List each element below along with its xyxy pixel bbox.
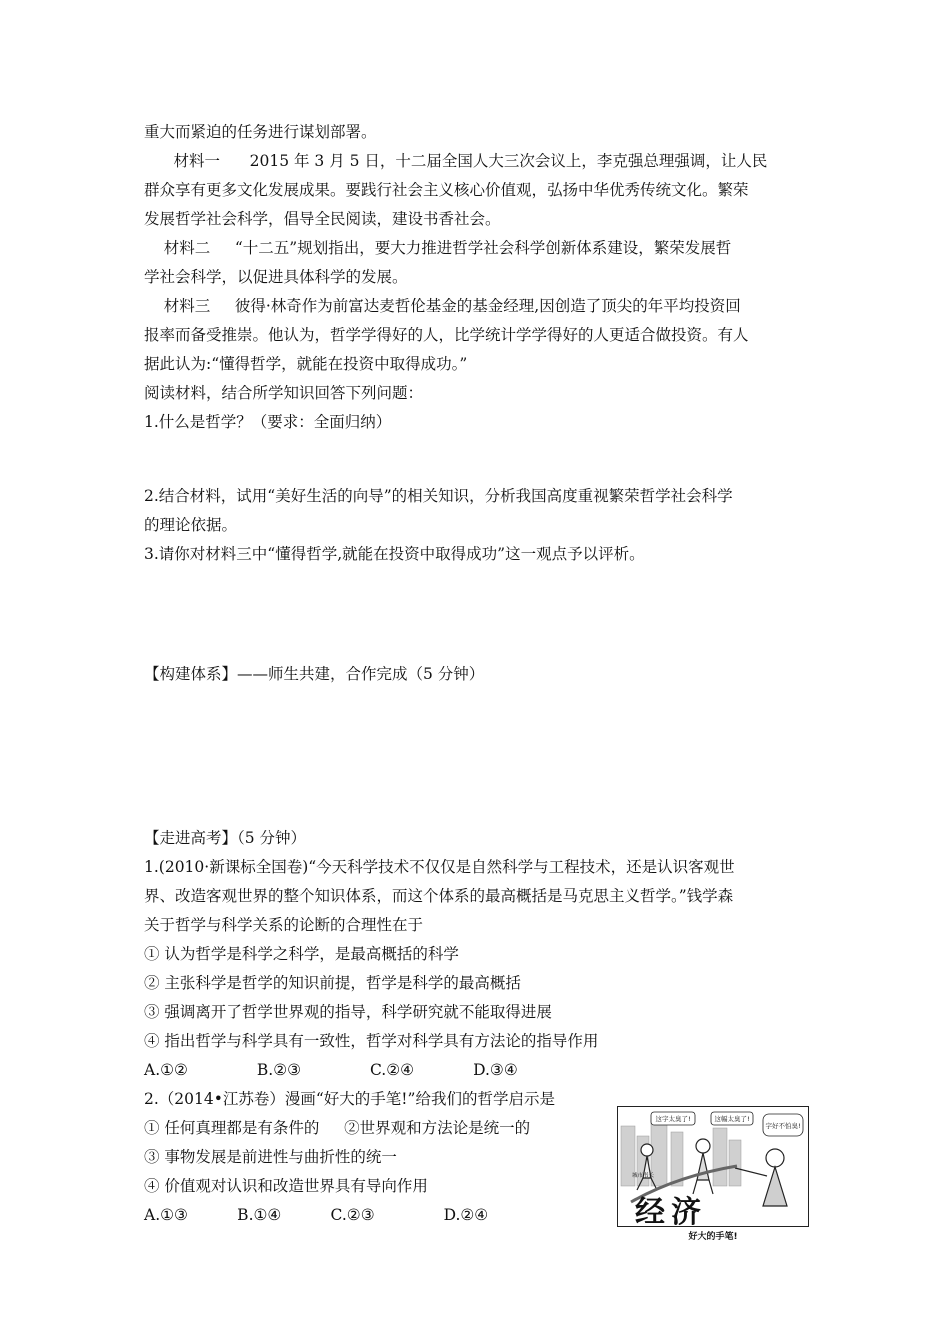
cartoon-image [617, 1106, 809, 1244]
option-line: ④ 指出哲学与科学具有一致性，哲学对科学具有方法论的指导作用 [144, 1032, 599, 1050]
option-line: ② 主张科学是哲学的知识前提，哲学是科学的最高概括 [144, 974, 521, 992]
text-line: 的理论依据。 [144, 516, 238, 534]
text-line: 重大而紧迫的任务进行谋划部署。 [144, 123, 377, 141]
bubble-text: 字好不怕臭! [765, 1122, 801, 1130]
cartoon-caption: 好大的手笔! [688, 1232, 738, 1242]
question-2: 2.结合材料，试用“美好生活的向导”的相关知识，分析我国高度重视繁荣哲学社会科学 [144, 487, 733, 505]
bubble-text: 这幅太臭了! [714, 1115, 750, 1123]
option-line: ③ 强调离开了哲学世界观的指导，科学研究就不能取得进展 [144, 1003, 552, 1021]
option-line: ① 任何真理都是有条件的 ②世界观和方法论是统一的 [144, 1119, 531, 1137]
exam-question-2: 2.（2014•江苏卷）漫画“好大的手笔!”给我们的哲学启示是 [144, 1090, 555, 1108]
option-line: ① 认为哲学是科学之科学，是最高概括的科学 [144, 945, 459, 963]
text-line: 界、改造客观世界的整个知识体系，而这个体系的最高概括是马克思主义哲学。”钱学森 [144, 887, 734, 905]
text-line: 材料一 2015 年 3 月 5 日，十二届全国人大三次会议上，李克强总理强调，让人民 [144, 152, 768, 170]
answer-choices: A.①② B.②③ C.②④ D.③④ [144, 1061, 518, 1079]
option-line: ③ 事物发展是前进性与曲折性的统一 [144, 1148, 397, 1166]
text-line: 材料三 彼得·林奇作为前富达麦哲伦基金的基金经理,因创造了顶尖的年平均投资回 [144, 297, 741, 315]
calligraphy-text: 经济 [635, 1195, 707, 1230]
text-line: 据此认为:“懂得哲学，就能在投资中取得成功。” [144, 355, 468, 373]
section-heading: 【构建体系】——师生共建，合作完成（5 分钟） [144, 665, 485, 683]
text-line: 关于哲学与科学关系的论断的合理性在于 [144, 916, 424, 934]
section-heading: 【走进高考】（5 分钟） [144, 829, 307, 847]
question-3: 3.请你对材料三中“懂得哲学,就能在投资中取得成功”这一观点予以评析。 [144, 545, 645, 563]
answer-choices: A.①③ B.①④ C.②③ D.②④ [144, 1206, 489, 1224]
text-line: 阅读材料，结合所学知识回答下列问题： [144, 384, 424, 402]
text-line: 学社会科学，以促进具体科学的发展。 [144, 268, 408, 286]
question-1: 1.什么是哲学？（要求：全面归纳） [144, 413, 392, 431]
sign-text: 城市书长 [631, 1173, 655, 1179]
text-line: 群众享有更多文化发展成果。要践行社会主义核心价值观，弘扬中华优秀传统文化。繁荣 [144, 181, 749, 199]
exam-question-1: 1.(2010·新课标全国卷)“今天科学技术不仅仅是自然科学与工程技术，还是认识客观世 [144, 858, 735, 876]
option-line: ④ 价值观对认识和改造世界具有导向作用 [144, 1177, 428, 1195]
bubble-text: 这字太臭了! [655, 1115, 691, 1123]
text-line: 发展哲学社会科学，倡导全民阅读，建设书香社会。 [144, 210, 501, 228]
text-line: 报率而备受推崇。他认为，哲学学得好的人，比学统计学学得好的人更适合做投资。有人 [144, 326, 749, 344]
text-line: 材料二 “十二五”规划指出，要大力推进哲学社会科学创新体系建设，繁荣发展哲 [144, 239, 732, 257]
